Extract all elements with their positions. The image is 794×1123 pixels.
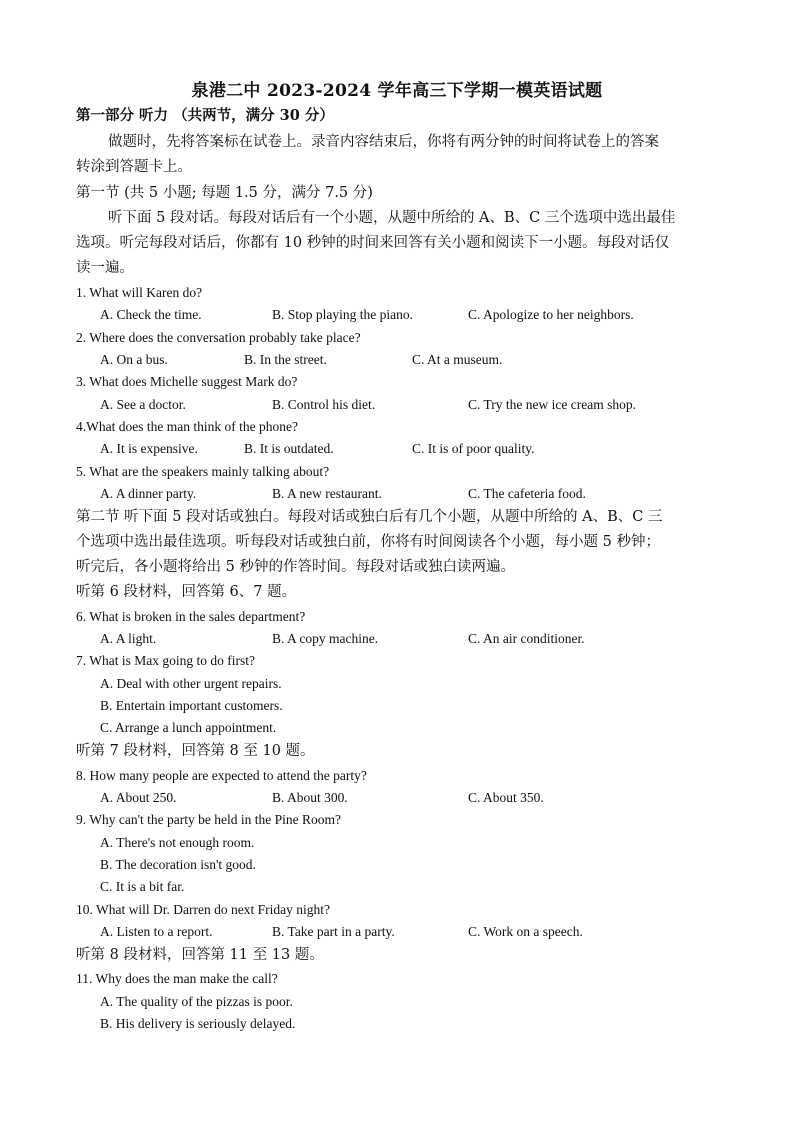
q9-option-b: B. The decoration isn't good. bbox=[100, 857, 256, 872]
question-9: 9. Why can't the party be held in the Pine Room? bbox=[76, 812, 341, 827]
question-8: 8. How many people are expected to attend the party? bbox=[76, 768, 367, 783]
section2-instructions-2: 个选项中选出最佳选项。听每段对话或独白前，你将有时间阅读各个小题，每小题 5 秒钟； bbox=[76, 534, 660, 550]
q10-option-b: B. Take part in a party. bbox=[272, 924, 395, 939]
q3-option-c: C. Try the new ice cream shop. bbox=[468, 397, 636, 412]
question-3: 3. What does Michelle suggest Mark do? bbox=[76, 374, 298, 389]
q2-option-a: A. On a bus. bbox=[100, 352, 168, 367]
q3-option-b: B. Control his diet. bbox=[272, 397, 376, 412]
part1-heading: 第一部分 听力 （共两节，满分 30 分） bbox=[76, 107, 334, 124]
question-2: 2. Where does the conversation probably take place? bbox=[76, 330, 361, 345]
q11-option-a: A. The quality of the pizzas is poor. bbox=[100, 994, 293, 1009]
intro-line-1: 做题时，先将答案标在试卷上。录音内容结束后，你将有两分钟的时间将试卷上的答案 bbox=[108, 134, 659, 150]
intro-line-2: 转涂到答题卡上。 bbox=[76, 159, 192, 175]
question-11: 11. Why does the man make the call? bbox=[76, 971, 278, 986]
q10-option-c: C. Work on a speech. bbox=[468, 924, 583, 939]
q1-option-b: B. Stop playing the piano. bbox=[272, 307, 413, 322]
q1-option-c: C. Apologize to her neighbors. bbox=[468, 307, 634, 322]
question-5: 5. What are the speakers mainly talking about? bbox=[76, 464, 330, 479]
q8-option-b: B. About 300. bbox=[272, 790, 348, 805]
q9-option-c: C. It is a bit far. bbox=[100, 879, 185, 894]
q8-option-a: A. About 250. bbox=[100, 790, 177, 805]
q6-option-a: A. A light. bbox=[100, 631, 157, 646]
q7-option-a: A. Deal with other urgent repairs. bbox=[100, 676, 282, 691]
q7-option-b: B. Entertain important customers. bbox=[100, 698, 283, 713]
q2-option-c: C. At a museum. bbox=[412, 352, 503, 367]
question-6: 6. What is broken in the sales department? bbox=[76, 609, 306, 624]
question-4: 4.What does the man think of the phone? bbox=[76, 419, 298, 434]
question-1: 1. What will Karen do? bbox=[76, 285, 203, 300]
material-7-heading: 听第 7 段材料，回答第 8 至 10 题。 bbox=[76, 743, 315, 759]
q8-option-c: C. About 350. bbox=[468, 790, 544, 805]
q4-option-b: B. It is outdated. bbox=[244, 441, 334, 456]
section2-instructions-3: 听完后，各小题将给出 5 秒钟的作答时间。每段对话或独白读两遍。 bbox=[76, 559, 515, 575]
q2-option-b: B. In the street. bbox=[244, 352, 327, 367]
section2-instructions-1: 第二节 听下面 5 段对话或独白。每段对话或独白后有几个小题，从题中所给的 A、B、C 三 bbox=[76, 509, 663, 525]
q4-option-c: C. It is of poor quality. bbox=[412, 441, 535, 456]
section1-instructions-3: 读一遍。 bbox=[76, 260, 134, 276]
q11-option-b: B. His delivery is seriously delayed. bbox=[100, 1016, 296, 1031]
q6-option-b: B. A copy machine. bbox=[272, 631, 379, 646]
q6-option-c: C. An air conditioner. bbox=[468, 631, 585, 646]
q5-option-c: C. The cafeteria food. bbox=[468, 486, 586, 501]
material-8-heading: 听第 8 段材料，回答第 11 至 13 题。 bbox=[76, 947, 324, 963]
question-7: 7. What is Max going to do first? bbox=[76, 653, 255, 668]
q4-option-a: A. It is expensive. bbox=[100, 441, 198, 456]
q3-option-a: A. See a doctor. bbox=[100, 397, 186, 412]
q7-option-c: C. Arrange a lunch appointment. bbox=[100, 720, 277, 735]
q5-option-a: A. A dinner party. bbox=[100, 486, 197, 501]
material-6-heading: 听第 6 段材料，回答第 6、7 题。 bbox=[76, 584, 297, 600]
q1-option-a: A. Check the time. bbox=[100, 307, 202, 322]
section1-instructions-1: 听下面 5 段对话。每段对话后有一个小题，从题中所给的 A、B、C 三个选项中选出最佳 bbox=[108, 210, 676, 226]
q9-option-a: A. There's not enough room. bbox=[100, 835, 255, 850]
exam-title: 泉港二中 2023-2024 学年高三下学期一模英语试题 bbox=[191, 81, 603, 101]
section1-instructions-2: 选项。听完每段对话后，你都有 10 秒钟的时间来回答有关小题和阅读下一小题。每段对话仅 bbox=[76, 235, 670, 251]
question-10: 10. What will Dr. Darren do next Friday night? bbox=[76, 902, 330, 917]
section1-heading: 第一节 (共 5 小题; 每题 1.5 分，满分 7.5 分) bbox=[76, 185, 373, 201]
q10-option-a: A. Listen to a report. bbox=[100, 924, 213, 939]
q5-option-b: B. A new restaurant. bbox=[272, 486, 382, 501]
